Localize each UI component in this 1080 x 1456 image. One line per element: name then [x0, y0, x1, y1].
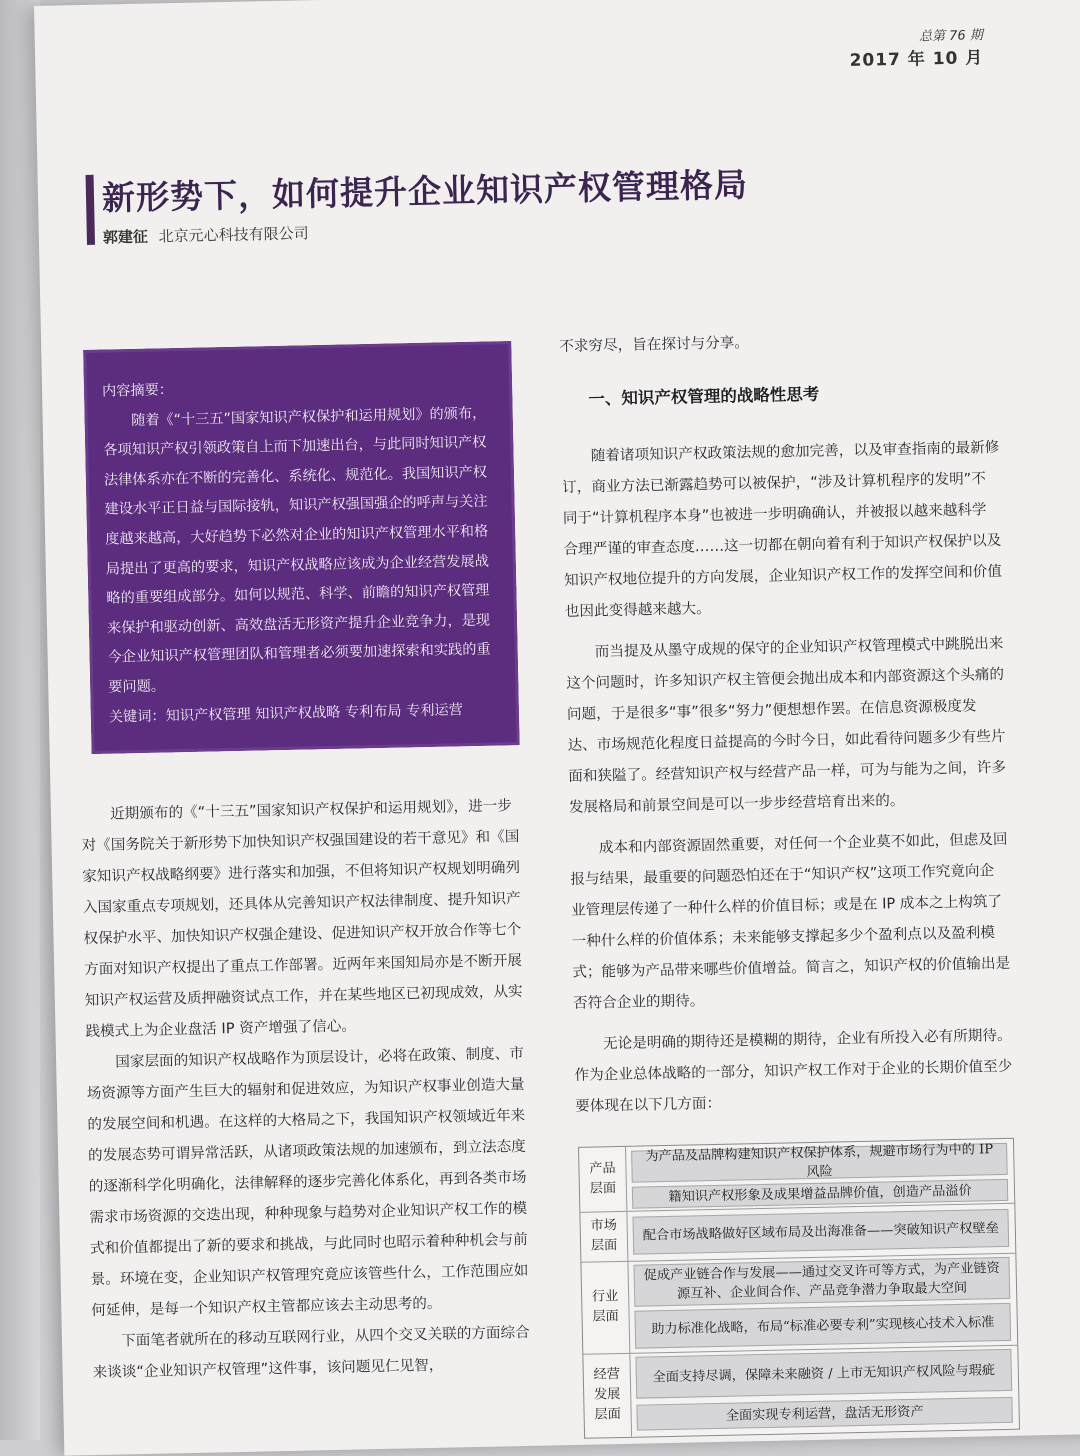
diagram-box: 助力标准化战略，布局“标准必要专利”实现核心技术入标准 — [634, 1303, 1011, 1349]
section-heading: 一、知识产权管理的战略性思考 — [588, 384, 820, 409]
author-affiliation: 北京元心科技有限公司 — [158, 224, 309, 246]
diagram-box: 配合市场战略做好区域布局及出海准备——突破知识产权壁垒 — [632, 1209, 1009, 1255]
abstract-box — [83, 341, 519, 754]
paragraph: 随着诸项知识产权政策法规的愈加完善，以及审查指南的最新修订，商业方法已渐露趋势可以被保护，“涉及计算机程序的发明”不同于“计算机程序本身”也被进一步明确确认，并被报以越来越科学合理严谨的审查态度……这一切都在朝向着有利于知识产权保护以及知识产权地位提升的方向发展，企业知识产权工作的发挥空间和价值也因此变得越来越大。 — [562, 438, 1003, 621]
issue-header — [849, 24, 984, 71]
article-title: 新形势下，如何提升企业知识产权管理格局 — [101, 165, 749, 218]
diagram-row-label: 市场层面 — [590, 1218, 618, 1254]
diagram-box: 全面实现专利运营，盘活无形资产 — [636, 1397, 1012, 1431]
diagram-row-label: 经营发展层面 — [593, 1367, 621, 1423]
issue-number: 总第 76 期 — [918, 28, 983, 45]
title-accent-bar — [86, 175, 95, 245]
abstract-body: 随着《“十三五”国家知识产权保护和运用规划》的颁布，各项知识产权引领政策自上而下加速出台，与此同时知识产权法律体系亦在不断的完善化、系统化、规范化。我国知识产权建设水平正日益与国际接轨，知识产权强国强企的呼声与关注度越来越高，大好趋势下必然对企业的知识产权管理水平和格局提出了更高的要求，知识产权战略应该成为企业经营发展战略的重要组成部分。如何以规范、科学、前瞻的知识产权管理来保护和驱动创新、高效盘活无形资产提升企业竞争力，是现今企业知识产权管理团队和管理者必须要加速探索和实践的重要问题。 — [103, 405, 491, 696]
paragraph: 下面笔者就所在的移动互联网行业，从四个交叉关联的方面综合来谈谈“企业知识产权管理”这件事，该问题见仁见智， — [92, 1323, 530, 1382]
diagram-row-product — [579, 1139, 1014, 1213]
paragraph: 而当提及从墨守成规的保守的企业知识产权管理模式中跳脱出来这个问题时，许多知识产权主管便会抛出成本和内部资源这个头痛的问题，于是很多“事”很多“努力”便想想作罢。在信息资源极度发达、市场规范化程度日益提高的今时今日，如此看待问题多少有些片面和狭隘了。经营知识产权与经营产品一样，可为与能为之间，许多发展格局和前景空间是可以一步步经营培育出来的。 — [566, 634, 1007, 816]
paragraph: 近期颁布的《“十三五”国家知识产权保护和运用规划》，进一步对《国务院关于新形势下加快知识产权强国建设的若干意见》和《国家知识产权战略纲要》进行落实和加强，不但将知识产权规划明确列入国家重点专项规划，还具体从完善知识产权法律制度、提升知识产权保护水平、加快知识产权强企建设、促进知识产权开放合作等七个方面对知识产权提出了重点工作部署。近两年来国知局亦是不断开展知识产权运营及质押融资试点工作，并在某些地区已初现成效，从实践模式上为企业盘活 IP 资产增强了信心。 — [81, 797, 523, 1041]
diagram-row-industry — [581, 1253, 1017, 1355]
issue-date: 2017 年 10 月 — [849, 48, 984, 71]
left-column — [81, 790, 533, 1388]
diagram-box: 为产品及品牌构建知识产权保护体系，规避市场行为中的 IP 风险 — [631, 1143, 1008, 1183]
magazine-page — [34, 0, 1080, 1456]
diagram-row-business — [583, 1345, 1019, 1438]
diagram-box: 籍知识产权形象及成果增益品牌价值，创造产品溢价 — [632, 1179, 1008, 1209]
author-name: 郭建征 — [102, 227, 149, 247]
abstract-keywords: 关键词：知识产权管理 知识产权战略 专利布局 专利运营 — [108, 701, 464, 726]
paragraph: 国家层面的知识产权战略作为顶层设计，必将在政策、制度、市场资源等方面产生巨大的辐射和促进效应，为知识产权事业创造大量的发展空间和机遇。在这样的大格局之下，我国知识产权领域近年来的发展态势可谓异常活跃，从诸项政策法规的加速颁布，到立法态度的逐渐科学化明确化，法律解释的逐步完善化体系化，再到各类市场需求市场资源的交迭出现，种种现象与趋势对企业知识产权工作的模式和价值都提出了新的要求和挑战，与此同时也昭示着种种机会与前景。环境在变，企业知识产权管理究竟应该管些什么，工作范围应如何延伸，是每一个知识产权主管都应该去主动思考的。 — [86, 1044, 529, 1320]
background-edge — [0, 0, 40, 1440]
diagram-box: 促成产业链合作与发展——通过交叉许可等方式，为产业链资源互补、企业间合作、产品竞争潜力争取最大空间 — [633, 1257, 1010, 1307]
right-column — [559, 322, 1013, 1122]
paragraph: 不求穷尽，旨在探讨与分享。 — [559, 334, 750, 356]
byline — [103, 222, 309, 247]
paragraph: 成本和内部资源固然重要，对任何一个企业莫不如此，但虑及回报与结果，最重要的问题恐怕还在于“知识产权”这项工作究竟向企业管理层传递了一种什么样的价值目标；或是在 IP 成本之上构筑了一种什么样的价值体系；未来能够支撑起多少个盈利点以及盈利模式；能够为产品带来哪些价值增益。简言之，知识产权的价值输出是否符合企业的期待。 — [570, 830, 1011, 1012]
diagram-row-label: 行业层面 — [591, 1289, 619, 1325]
diagram-row-label: 产品层面 — [589, 1161, 617, 1197]
paragraph: 无论是明确的期待还是模糊的期待，企业有所投入必有所期待。作为企业总体战略的一部分，知识产权工作对于企业的长期价值至少要体现在以下几方面： — [574, 1026, 1013, 1115]
value-diagram — [578, 1138, 1020, 1439]
abstract-label: 内容摘要： — [101, 382, 174, 400]
diagram-box: 全面支持尽调，保障未来融资 / 上市无知识产权风险与瑕疵 — [635, 1349, 1012, 1399]
